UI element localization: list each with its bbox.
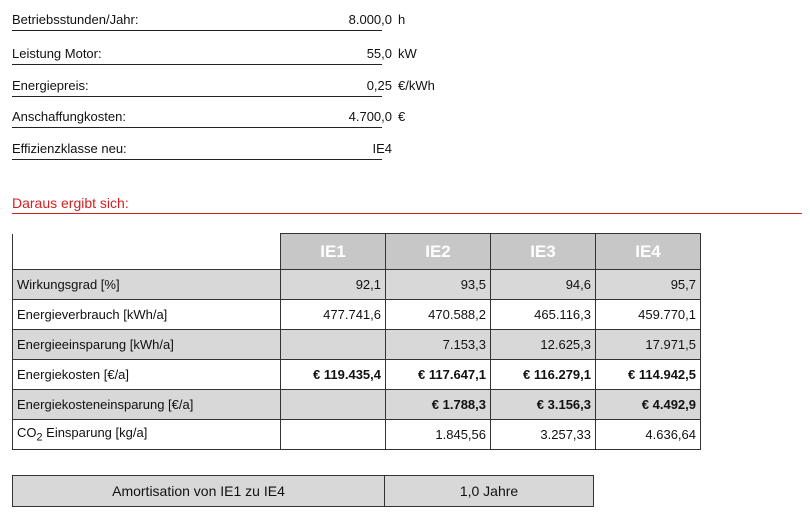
param-label: Effizienzklasse neu: [12,139,382,160]
table-row [13,360,701,390]
table-cell: 465.116,3 [491,300,596,330]
table-cell: 92,1 [281,270,386,300]
row-label-main: CO [17,425,37,441]
row-label-subscript: 2 [36,431,43,444]
table-header-ie3: IE3 [491,234,596,270]
table-row [13,330,701,360]
table-cell: 7.153,3 [386,330,491,360]
table-cell: 470.588,2 [386,300,491,330]
table-cell: € 114.942,5 [596,360,701,390]
table-header-ie2: IE2 [386,234,491,270]
table-cell: € 3.156,3 [491,390,596,420]
row-label [13,420,281,450]
table-cell: € 116.279,1 [491,360,596,390]
table-cell: 3.257,33 [491,420,596,450]
table-cell: 17.971,5 [596,330,701,360]
table-row [13,270,701,300]
param-unit: €/kWh [398,78,435,93]
table-cell: € 4.492,9 [596,390,701,420]
param-unit: kW [398,46,417,61]
table-cell: € 1.788,3 [386,390,491,420]
table-row [13,420,701,450]
param-value: 8.000,0 [348,12,392,27]
param-label: Anschaffungkosten: [12,107,382,128]
param-value: 4.700,0 [348,109,392,124]
table-header-row [13,234,701,270]
table-cell: 93,5 [386,270,491,300]
param-value: 0,25 [366,78,392,93]
row-label: Energiekosten [€/a] [13,360,281,390]
table-cell [281,420,386,450]
table-cell [281,390,386,420]
param-label: Betriebsstunden/Jahr: [12,10,382,31]
row-label-rest: Einsparung [kg/a] [42,425,148,441]
section-title: Daraus ergibt sich: [12,193,802,214]
amortisation-label: Amortisation von IE1 zu IE4 [13,476,385,506]
table-cell [281,330,386,360]
row-label: Energieverbrauch [kWh/a] [13,300,281,330]
table-row [13,390,701,420]
param-label: Leistung Motor: [12,44,382,65]
table-cell: 12.625,3 [491,330,596,360]
param-value: IE4 [372,141,392,156]
amortisation-value: 1,0 Jahre [459,483,519,499]
table-cell: 477.741,6 [281,300,386,330]
table-corner-cell [13,234,281,270]
amortisation-box [12,475,594,507]
table-cell: 1.845,56 [386,420,491,450]
param-unit: h [398,12,406,27]
table-cell: 94,6 [491,270,596,300]
table-header-ie1: IE1 [281,234,386,270]
param-unit: € [398,109,406,124]
param-value: 55,0 [366,46,392,61]
row-label: Wirkungsgrad [%] [13,270,281,300]
table-cell: 4.636,64 [596,420,701,450]
table-header-ie4: IE4 [596,234,701,270]
row-label: Energiekosteneinsparung [€/a] [13,390,281,420]
table-row [13,300,701,330]
table-cell: € 117.647,1 [386,360,491,390]
row-label: Energieeinsparung [kWh/a] [13,330,281,360]
table-cell: € 119.435,4 [281,360,386,390]
results-table [12,233,701,450]
param-label: Energiepreis: [12,76,382,97]
table-cell: 459.770,1 [596,300,701,330]
table-cell: 95,7 [596,270,701,300]
